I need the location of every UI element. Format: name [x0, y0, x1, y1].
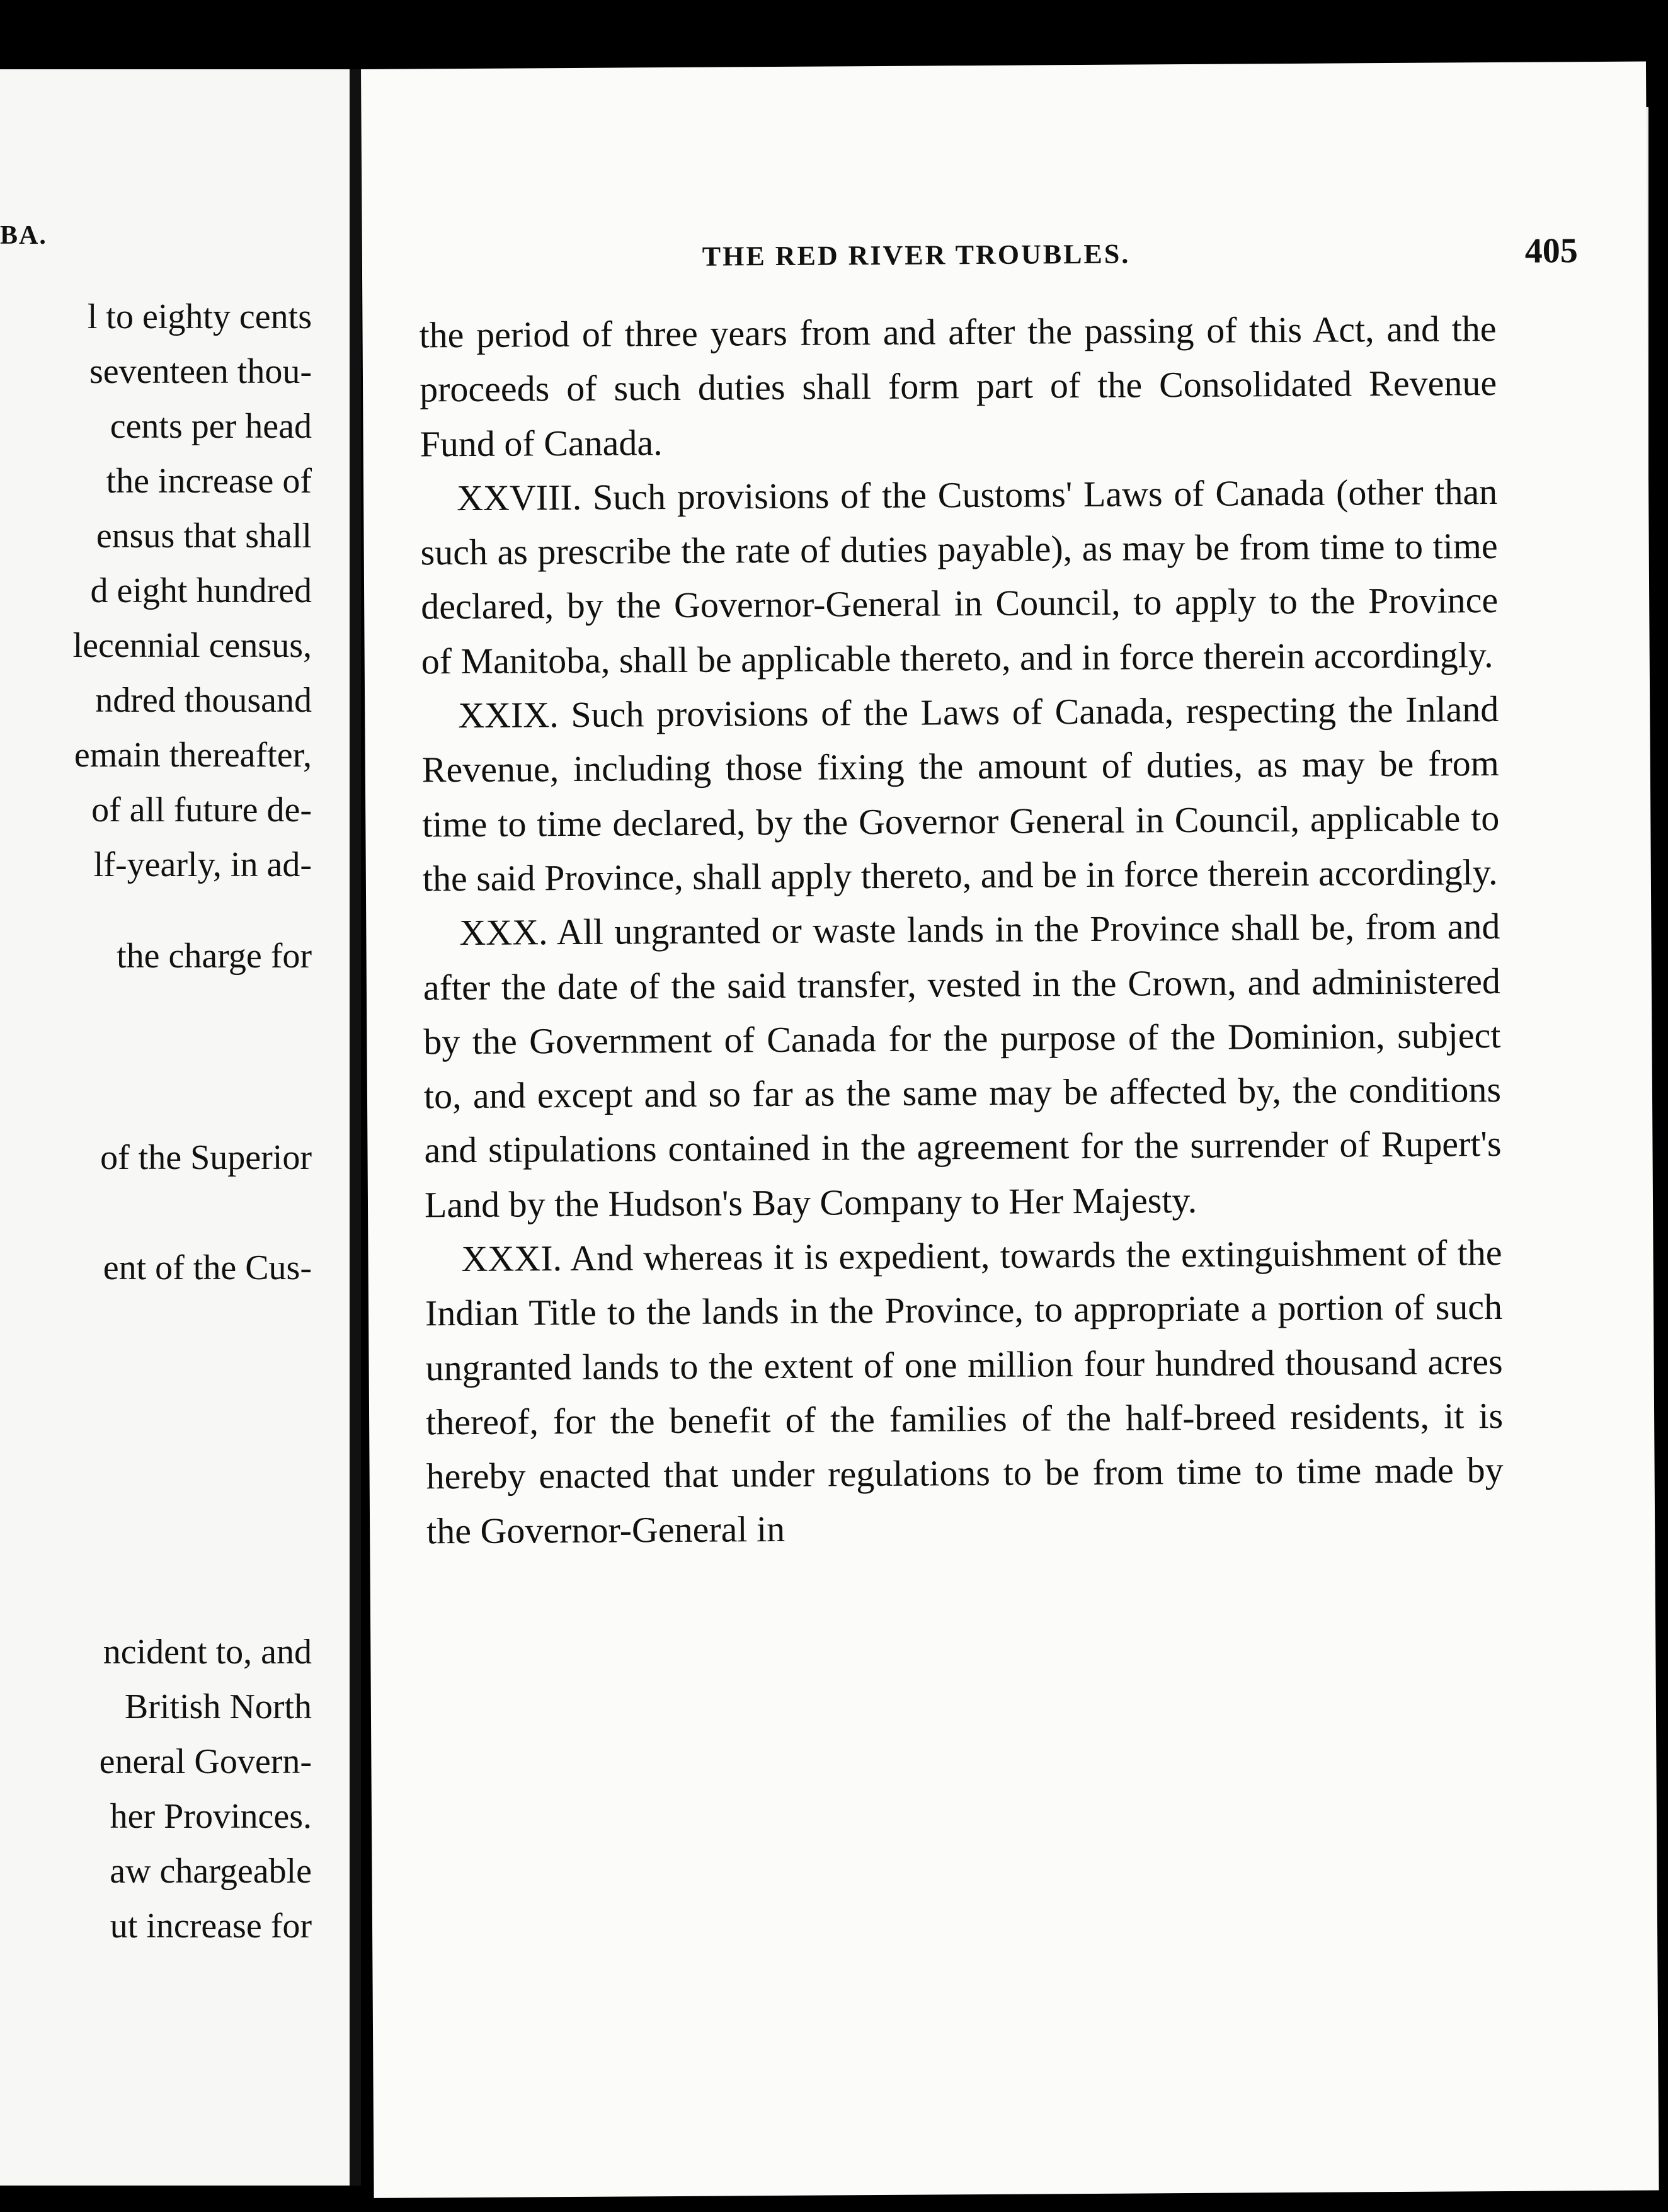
paragraph-text: All ungranted or waste lands in the Province shall be, from and after the date of the said transfer, vested in the Crown, and administered by the Government of Canada for the purpose of the Dominion, subject to, and except and so far as the same may be affected by, the conditions and stipulations contained in the agreement for the surrender of Rupert's Land by the Hudson's Bay Company to Her Majesty. [423, 906, 1502, 1226]
left-line: of all future de- [91, 790, 312, 830]
paragraph-text: And whereas it is expedient, towards the extinguishment of the Indian Title to the lands in the Province, to appropriate a portion of such ungranted lands to the extent of one million four hundred thousand acres thereof, for the benefit of the families of the half-breed residents, it is hereby enacted that under regulations to be from time to time made by the Governor-General in [425, 1232, 1504, 1551]
left-line: seventeen thou- [89, 352, 312, 391]
left-page [0, 69, 351, 2186]
section-xxviii [420, 465, 1499, 689]
left-line: ent of the Cus- [103, 1248, 312, 1287]
left-line: the increase of [106, 462, 312, 501]
section-number: XXXI. [461, 1238, 563, 1280]
right-page [361, 62, 1659, 2198]
section-xxix [421, 682, 1500, 906]
left-line: l to eighty cents [87, 297, 312, 336]
left-line: the charge for [117, 937, 312, 976]
paragraph-text: Such provisions of the Laws of Canada, respecting the Inland Revenue, including those fixing the amount of duties, as may be from time to time declared, by the Governor General in Council, applicable to the said Province, shall apply thereto, and be in force therein accordingly. [421, 688, 1500, 899]
left-line: her Provinces. [110, 1797, 312, 1836]
left-line: lf-yearly, in ad- [93, 845, 312, 884]
paragraph-text: Such provisions of the Customs' Laws of Canada (other than such as prescribe the rate of duties payable), as may be from time to time declared, by the Governor-General in Council, to apply to the Province of Manitoba, shall be applicable thereto, and in force therein accordingly. [420, 470, 1499, 682]
left-line: d eight hundred [90, 571, 312, 610]
section-number: XXX. [459, 911, 548, 954]
paragraph-text: the period of three years from and after the passing of this Act, and the proceeds of such duties shall form part of the Consolidated Revenue Fund of Canada. [419, 307, 1497, 465]
section-xxxi [425, 1226, 1504, 1558]
book-gutter [350, 69, 361, 2186]
left-line: emain thereafter, [74, 736, 312, 775]
left-line: ndred thousand [95, 681, 312, 720]
left-line: ut increase for [110, 1907, 312, 1946]
left-line: eneral Govern- [99, 1742, 312, 1781]
paragraph-continuation [419, 302, 1497, 471]
left-line: of the Superior [100, 1138, 312, 1177]
left-line: ncident to, and [103, 1633, 312, 1672]
left-running-head: BA. [0, 221, 47, 250]
left-line: British North [124, 1687, 312, 1726]
left-line: cents per head [110, 407, 312, 446]
section-number: XXIX. [458, 694, 559, 736]
left-line: aw chargeable [110, 1852, 312, 1891]
running-head: THE RED RIVER TROUBLES. [702, 238, 1131, 272]
left-line: ensus that shall [96, 516, 312, 556]
section-number: XXVIII. [456, 476, 582, 518]
body-text [419, 302, 1504, 1558]
page-number: 405 [1524, 231, 1578, 271]
section-xxx [423, 899, 1502, 1232]
left-line: lecennial census, [72, 626, 312, 665]
